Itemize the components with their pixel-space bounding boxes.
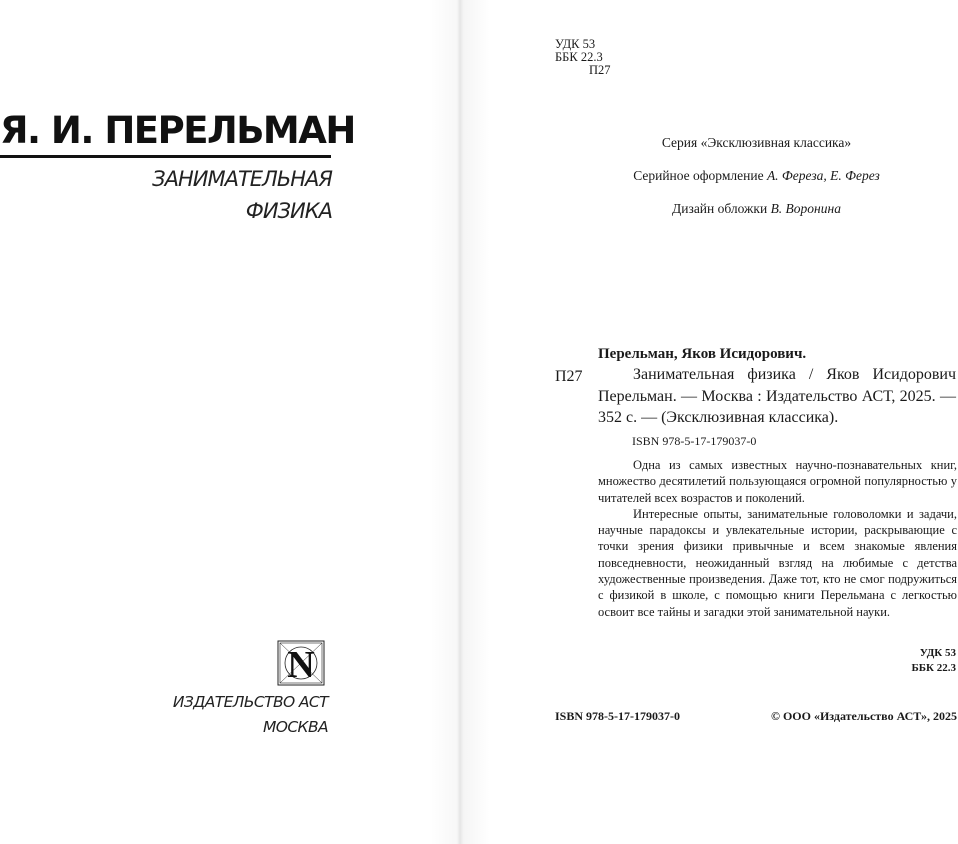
publisher-logo-letter: N xyxy=(287,644,315,686)
catalog-card-code: П27 xyxy=(555,368,583,385)
annotation xyxy=(598,457,957,620)
publisher-name xyxy=(120,690,328,740)
series-design-credit xyxy=(555,167,958,185)
series-line: Серия «Эксклюзивная классика» xyxy=(661,135,852,150)
cover-design-credit xyxy=(555,200,958,218)
publisher-line-1: ИЗДАТЕЛЬСТВО АСТ xyxy=(172,693,328,711)
footer-copyright: © ООО «Издательство АСТ», 2025 xyxy=(770,709,957,723)
book-title-line-1: ЗАНИМАТЕЛЬНАЯ xyxy=(152,167,332,191)
cover-design-label: Дизайн обложки xyxy=(672,201,768,216)
classification-codes xyxy=(555,38,611,77)
footer-isbn: ISBN 978-5-17-179037-0 xyxy=(555,709,680,723)
catalog-card-author: Перельман, Яков Исидорович. xyxy=(598,346,807,362)
page-gutter-shadow xyxy=(430,0,490,844)
annotation-paragraph-1: Одна из самых известных научно-познавательных книг, множество десятилетий пользующаяся огромной популярностью у читателей всех возрастов и поколений. xyxy=(598,458,957,505)
title-page xyxy=(0,0,460,844)
book-title-line-2: ФИЗИКА xyxy=(245,199,332,223)
annotation-bbk: ББК 22.3 xyxy=(911,662,956,674)
series-design-names: А. Фереза, Е. Ферез xyxy=(766,168,880,183)
author-name: Я. И. ПЕРЕЛЬМАН xyxy=(0,109,355,152)
annotation-codes xyxy=(858,646,956,676)
udk-code: УДК 53 xyxy=(555,37,596,51)
cover-design-name: В. Воронина xyxy=(770,201,841,216)
author-mark: П27 xyxy=(589,63,611,77)
catalog-card-description xyxy=(598,364,956,429)
author-underline xyxy=(0,155,331,158)
catalog-card-description-text: Занимательная физика / Яков Исидорович Перельман. — Москва : Издательство АСТ, 2025. — 352 с. — (Эксклюзивная классика). xyxy=(598,366,956,426)
series-design-label: Серийное оформление xyxy=(633,168,764,183)
book-title xyxy=(120,163,332,227)
publisher-logo-icon xyxy=(277,640,325,686)
bbk-code: ББК 22.3 xyxy=(555,50,603,64)
catalog-card-isbn: ISBN 978-5-17-179037-0 xyxy=(632,434,757,448)
annotation-paragraph-2: Интересные опыты, занимательные головоломки и задачи, научные парадоксы и увлекательные истории, раскрывающие с точки зрения физики привычные и всем знакомые явления повседневности, неожиданный взгляд на любимые с детства художественные произведения. Даже тот, кто не смог подружиться с физикой в школе, с помощью книги Перельмана с легкостью освоит все тайны и загадки этой занимательной науки. xyxy=(598,506,957,619)
publisher-line-2: МОСКВА xyxy=(262,718,328,736)
annotation-udk: УДК 53 xyxy=(919,647,956,659)
